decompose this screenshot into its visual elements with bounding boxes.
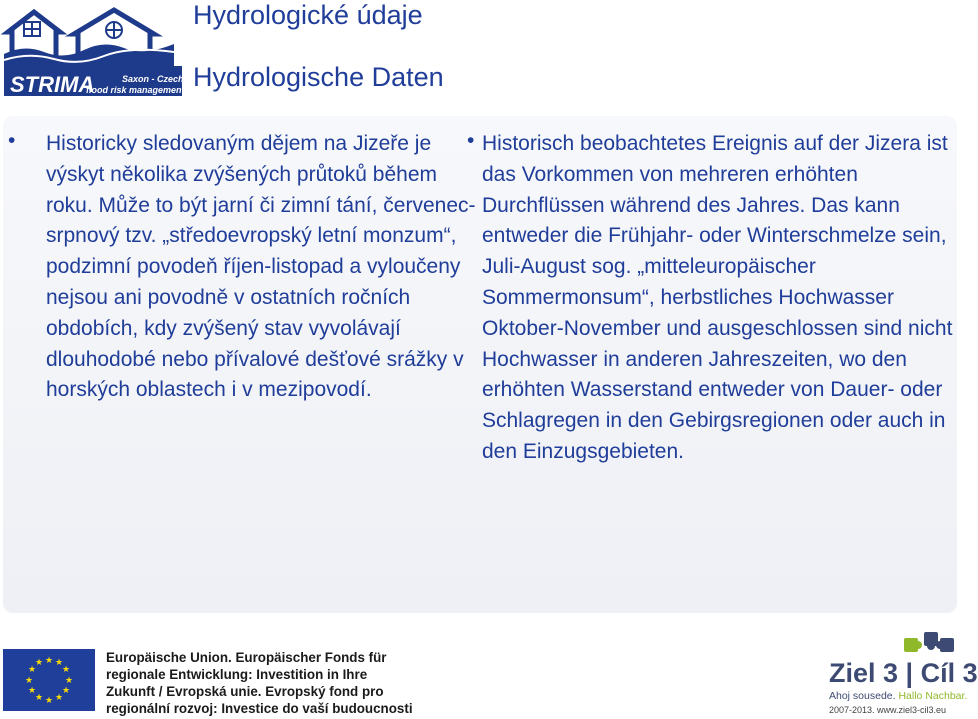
svg-text:★: ★ <box>44 656 54 666</box>
svg-text:★: ★ <box>61 686 71 696</box>
svg-text:★: ★ <box>34 693 44 703</box>
eu-funding-line: regionale Entwicklung: Investition in Ihre <box>106 667 368 682</box>
eu-funding-text <box>106 649 413 717</box>
german-paragraph: Historisch beobachtetes Ereignis auf der Jizera ist das Vorkommen von mehreren erhöhten Durchflüssen während des Jahres. Das kann entweder die Frühjahr- oder Winterschmelze sein, Juli-August sog. „mitteleuropäischer Sommermonsum“, herbstliches Hochwasser Oktober-November und ausgeschlossen sind nicht Hochwasser in anderen Jahreszeiten, wo den erhöhten Wasserstand entweder von Dauer- oder Schlagregen in den Gebirgsregionen oder auch in den Einzugsgebieten. <box>482 132 953 463</box>
svg-text:★: ★ <box>44 696 54 706</box>
ziel3-slogan <box>829 690 967 702</box>
ziel3-slogan-cz: Ahoj sousede. <box>829 690 899 702</box>
svg-text:★: ★ <box>64 676 74 686</box>
svg-text:★: ★ <box>34 658 44 668</box>
svg-text:★: ★ <box>27 686 37 696</box>
page-title-german: Hydrologische Daten <box>193 62 444 92</box>
svg-text:★: ★ <box>27 665 37 675</box>
bullet-left: • <box>8 129 16 152</box>
strima-logo <box>4 4 185 98</box>
ziel3-slogan-de: Hallo Nachbar. <box>898 690 968 702</box>
eu-flag-icon <box>3 649 95 711</box>
ziel3-title: Ziel 3 | Cíl 3 <box>829 658 978 688</box>
eu-funding-line: Europäische Union. Europäischer Fonds für <box>106 650 387 665</box>
bullet-right: • <box>467 129 475 152</box>
eu-funding-line: regionální rozvoj: Investice do vaší budoucnosti <box>106 701 413 716</box>
svg-text:★: ★ <box>54 658 64 668</box>
svg-text:★: ★ <box>61 665 71 675</box>
svg-text:★: ★ <box>54 693 64 703</box>
strima-tagline-1: Saxon - Czech <box>122 74 184 84</box>
czech-paragraph: Historicky sledovaným dějem na Jizeře je výskyt několika zvýšených průtoků během roku. Může to být jarní či zimní tání, červenec-srpnový tzv. „středoevropský letní monzum“, podzimní povodeň říjen-listopad a vyloučeny nejsou ani povodně v ostatních ročních obdobích, kdy zvýšený stav vyvolávají dlouhodobé nebo přívalové dešťové srážky v horských oblastech i v mezipovodí. <box>46 132 476 402</box>
strima-wordmark: STRIMA <box>10 72 95 97</box>
page-title-czech: Hydrologické údaje <box>193 0 423 30</box>
ziel3-years-url: 2007-2013. www.ziel3-cil3.eu <box>829 705 947 715</box>
svg-text:★: ★ <box>24 676 34 686</box>
eu-funding-line: Zukunft / Evropská unie. Evropský fond pro <box>106 684 384 699</box>
strima-tagline-2: flood risk management <box>86 85 185 95</box>
